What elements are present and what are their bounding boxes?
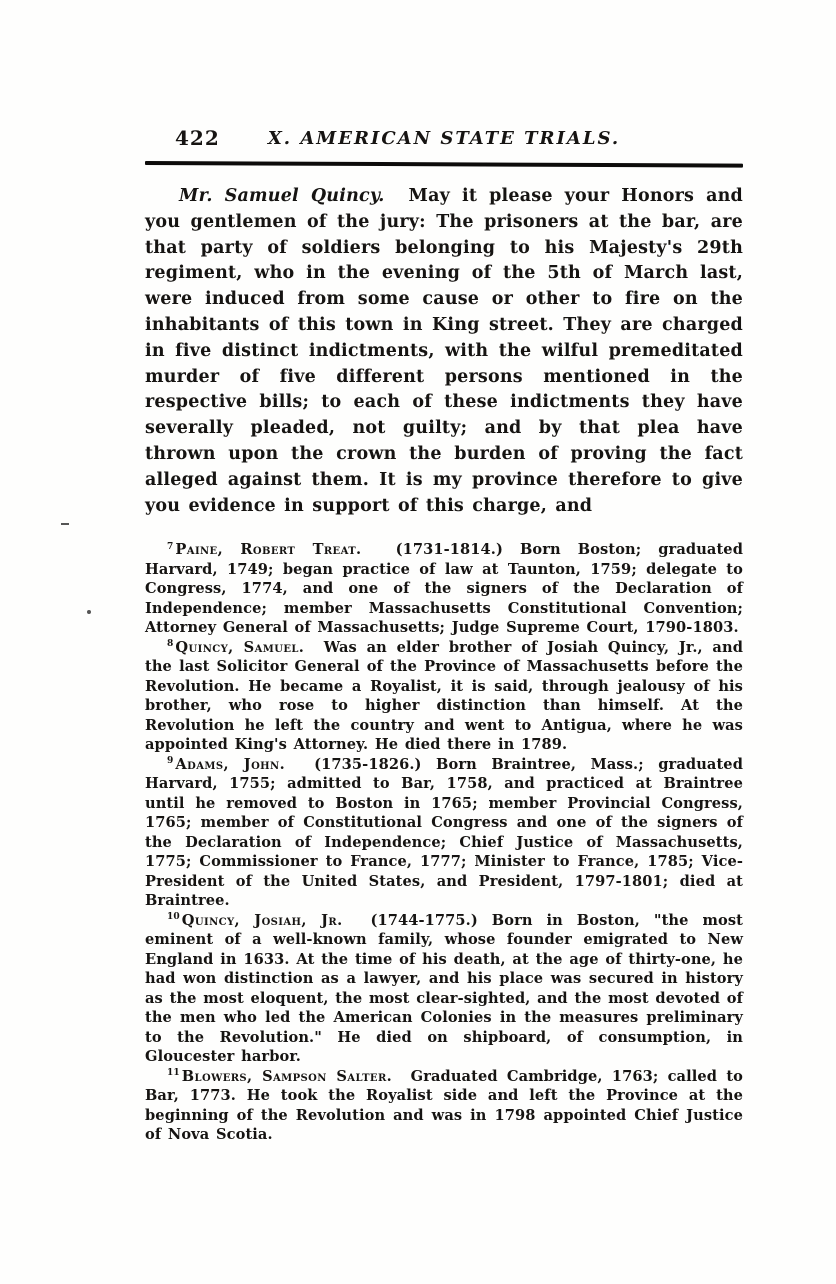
footnote-marker: 8 [167, 639, 174, 649]
footnote-marker: 9 [167, 756, 174, 766]
header-rule [145, 161, 743, 168]
footnote-blowers [145, 1067, 743, 1145]
page-number: 422 [175, 126, 220, 150]
footnote-text: Was an elder brother of Josiah Quincy, Jr., and the last Solicitor General of the Province of Massachusetts before the Revolution. He became a Royalist, it is said, through jealousy of his brother, who rose to higher distinction than himself. At the Revolution he left the country and went to Antigua, where he was appointed King's Attorney. He died there in 1789. [145, 638, 743, 754]
footnote-text: (1744-1775.) Born in Boston, "the most eminent of a well-known family, whose founder emigrated to New England in 1633. At the time of his death, at the age of thirty-one, he had won distinction as a lawyer, and his place was secured in history as the most eloquent, the most clear-sighted, and the most devoted of the men who led the American Colonies in the measures preliminary to the Revolution." He died on shipboard, of consumption, in Gloucester harbor. [145, 911, 743, 1066]
footnote-subject-name: Blowers, Sampson Salter. [181, 1067, 393, 1085]
footnotes-section [145, 540, 743, 1145]
text-column [145, 126, 743, 1145]
speaker-name: Mr. Samuel Quincy. [179, 186, 385, 206]
footnote-quincy-josiah [145, 911, 743, 1067]
footnote-subject-name: Paine, Robert Treat. [175, 541, 362, 559]
footnote-text: (1735-1826.) Born Braintree, Mass.; graduated Harvard, 1755; admitted to Bar, 1758, and practiced at Braintree until he removed to Boston in 1765; member Provincial Congress, 1765; member of Constitutional Congress and one of the signers of the Declaration of Independence; Chief Justice of Massachusetts, 1775; Commissioner to France, 1777; Minister to France, 1785; Vice-President of the United States, and President, 1797-1801; died at Braintree. [145, 755, 743, 910]
scan-artifact-dot [87, 610, 91, 614]
footnote-subject-name: Quincy, Josiah, Jr. [181, 911, 343, 929]
footnote-quincy-samuel [145, 638, 743, 755]
chapter-title: X. AMERICAN STATE TRIALS. [267, 128, 621, 149]
footnote-text: (1731-1814.) Born Boston; graduated Harvard, 1749; began practice of law at Taunton, 1759; delegate to Congress, 1774, and one of the signers of the Declaration of Independence; member Massachusetts Constitutional Convention; Attorney General of Massachusetts; Judge Supreme Court, 1790-1803. [145, 541, 743, 637]
scan-artifact-dash [61, 523, 69, 525]
footnote-subject-name: Adams, John. [175, 755, 286, 773]
footnote-marker: 7 [167, 541, 174, 552]
speech-paragraph [145, 184, 743, 519]
footnote-text: Graduated Cambridge, 1763; called to Bar, 1773. He took the Royalist side and left the Province at the beginning of the Revolution and was in 1798 appointed Chief Justice of Nova Scotia. [145, 1067, 743, 1144]
running-head [145, 126, 743, 156]
footnote-adams-john [145, 755, 743, 911]
footnote-subject-name: Quincy, Samuel. [175, 638, 305, 656]
footnote-marker: 10 [167, 912, 180, 922]
footnote-marker: 11 [167, 1068, 180, 1078]
footnote-paine [145, 540, 743, 638]
speech-text: May it please your Honors and you gentlemen of the jury: The prisoners at the bar, are that party of soldiers belonging to his Majesty's 29th regiment, who in the evening of the 5th of March last, were induced from some cause or other to fire on the inhabitants of this town in King street. They are charged in five distinct indictments, with the wilful premeditated murder of five different persons mentioned in the respective bills; to each of these indictments they have severally pleaded, not guilty; and by that plea have thrown upon the crown the burden of proving the fact alleged against them. It is my province therefore to give you evidence in support of this charge, and [145, 186, 743, 516]
